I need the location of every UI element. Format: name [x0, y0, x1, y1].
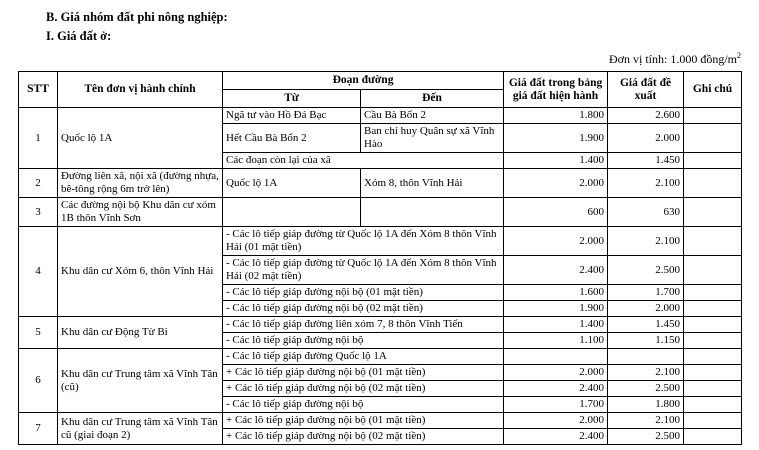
- cell-stt: 2: [19, 169, 58, 198]
- cell-road-section: - Các lô tiếp giáp đường liên xóm 7, 8 thôn Vĩnh Tiến: [223, 317, 504, 333]
- table-header: [19, 72, 742, 108]
- cell-proposed-price: 2.000: [608, 124, 684, 153]
- cell-proposed-price: 2.100: [608, 227, 684, 256]
- cell-road-section: - Các lô tiếp giáp đường nội bộ: [223, 397, 504, 413]
- cell-road-section: - Các lô tiếp giáp đường nội bộ: [223, 333, 504, 349]
- cell-current-price: 2.400: [504, 429, 608, 445]
- cell-current-price: 2.000: [504, 169, 608, 198]
- cell-note: [684, 413, 742, 429]
- cell-note: [684, 317, 742, 333]
- cell-to: Xóm 8, thôn Vĩnh Hải: [361, 169, 504, 198]
- cell-note: [684, 285, 742, 301]
- cell-road-section: + Các lô tiếp giáp đường nội bộ (01 mặt tiền): [223, 365, 504, 381]
- cell-admin-unit: Khu dân cư Động Từ Bi: [58, 317, 223, 349]
- unit-text: Đơn vị tính: 1.000 đồng/m: [608, 52, 737, 66]
- header-admin-unit: Tên đơn vị hành chính: [58, 72, 223, 108]
- cell-note: [684, 124, 742, 153]
- cell-note: [684, 108, 742, 124]
- cell-admin-unit: Các đường nội bộ Khu dân cư xóm 1B thôn Vĩnh Sơn: [58, 198, 223, 227]
- cell-proposed-price: 2.600: [608, 108, 684, 124]
- cell-stt: 7: [19, 413, 58, 445]
- header-row-top: [19, 72, 742, 90]
- cell-current-price: 2.400: [504, 381, 608, 397]
- land-price-table: [18, 71, 742, 445]
- cell-from: Ngã tư vào Hồ Đá Bạc: [223, 108, 361, 124]
- table-body: [19, 108, 742, 445]
- cell-note: [684, 429, 742, 445]
- cell-note: [684, 397, 742, 413]
- cell-road-section: - Các lô tiếp giáp đường nội bộ (02 mặt tiền): [223, 301, 504, 317]
- header-current-price: Giá đất trong bảng giá đất hiện hành: [504, 72, 608, 108]
- cell-proposed-price: 1.800: [608, 397, 684, 413]
- cell-proposed-price: 2.500: [608, 381, 684, 397]
- cell-from: [223, 198, 361, 227]
- cell-current-price: 1.600: [504, 285, 608, 301]
- cell-note: [684, 301, 742, 317]
- cell-current-price: 2.000: [504, 227, 608, 256]
- cell-current-price: 1.400: [504, 317, 608, 333]
- cell-current-price: 2.000: [504, 365, 608, 381]
- table-row: [19, 227, 742, 256]
- table-row: [19, 108, 742, 124]
- header-note: Ghi chú: [684, 72, 742, 108]
- cell-admin-unit: Khu dân cư Xóm 6, thôn Vĩnh Hải: [58, 227, 223, 317]
- cell-note: [684, 333, 742, 349]
- heading-section-b: B. Giá nhóm đất phi nông nghiệp:: [46, 10, 228, 24]
- header-stt: STT: [19, 72, 58, 108]
- cell-note: [684, 198, 742, 227]
- cell-stt: 4: [19, 227, 58, 317]
- cell-road-section: - Các lô tiếp giáp đường từ Quốc lộ 1A đến Xóm 8 thôn Vĩnh Hải (02 mặt tiền): [223, 256, 504, 285]
- cell-proposed-price: 2.100: [608, 365, 684, 381]
- table-row: [19, 413, 742, 429]
- cell-current-price: 1.100: [504, 333, 608, 349]
- cell-from: Quốc lộ 1A: [223, 169, 361, 198]
- cell-proposed-price: 2.000: [608, 301, 684, 317]
- unit-of-measure-label: [0, 46, 759, 71]
- table-row: [19, 198, 742, 227]
- cell-proposed-price: [608, 349, 684, 365]
- cell-stt: 5: [19, 317, 58, 349]
- table-row: [19, 349, 742, 365]
- cell-road-section: - Các lô tiếp giáp đường từ Quốc lộ 1A đến Xóm 8 thôn Vĩnh Hải (01 mặt tiền): [223, 227, 504, 256]
- cell-current-price: 2.400: [504, 256, 608, 285]
- cell-proposed-price: 1.450: [608, 153, 684, 169]
- header-proposed-price: Giá đất đề xuất: [608, 72, 684, 108]
- cell-current-price: 600: [504, 198, 608, 227]
- cell-stt: 6: [19, 349, 58, 413]
- cell-current-price: 2.000: [504, 413, 608, 429]
- cell-road-section: + Các lô tiếp giáp đường nội bộ (02 mặt tiền): [223, 429, 504, 445]
- cell-stt: 1: [19, 108, 58, 169]
- cell-admin-unit: Đường liên xã, nội xã (đường nhựa, bê-tông rộng 6m trở lên): [58, 169, 223, 198]
- cell-proposed-price: 2.500: [608, 256, 684, 285]
- cell-note: [684, 227, 742, 256]
- cell-proposed-price: 1.700: [608, 285, 684, 301]
- cell-to: Cầu Bà Bổn 2: [361, 108, 504, 124]
- cell-current-price: 1.700: [504, 397, 608, 413]
- cell-road-section: Các đoạn còn lại của xã: [223, 153, 504, 169]
- cell-note: [684, 169, 742, 198]
- header-road-section: Đoạn đường: [223, 72, 504, 90]
- cell-current-price: 1.900: [504, 124, 608, 153]
- cell-current-price: [504, 349, 608, 365]
- cell-note: [684, 381, 742, 397]
- cell-note: [684, 256, 742, 285]
- cell-road-section: - Các lô tiếp giáp đường nội bộ (01 mặt tiền): [223, 285, 504, 301]
- heading-section-i: I. Giá đất ở:: [46, 29, 112, 43]
- header-to: Đến: [361, 90, 504, 108]
- table-row: [19, 169, 742, 198]
- cell-road-section: + Các lô tiếp giáp đường nội bộ (01 mặt tiền): [223, 413, 504, 429]
- cell-proposed-price: 1.450: [608, 317, 684, 333]
- header-from: Từ: [223, 90, 361, 108]
- cell-to: [361, 198, 504, 227]
- document-headings: [0, 0, 759, 46]
- cell-road-section: - Các lô tiếp giáp đường Quốc lộ 1A: [223, 349, 504, 365]
- cell-stt: 3: [19, 198, 58, 227]
- cell-proposed-price: 630: [608, 198, 684, 227]
- cell-road-section: + Các lô tiếp giáp đường nội bộ (02 mặt tiền): [223, 381, 504, 397]
- cell-proposed-price: 2.100: [608, 413, 684, 429]
- cell-proposed-price: 2.100: [608, 169, 684, 198]
- cell-proposed-price: 1.150: [608, 333, 684, 349]
- cell-current-price: 1.400: [504, 153, 608, 169]
- cell-note: [684, 349, 742, 365]
- cell-admin-unit: Khu dân cư Trung tâm xã Vĩnh Tân cũ (giai đoạn 2): [58, 413, 223, 445]
- cell-proposed-price: 2.500: [608, 429, 684, 445]
- cell-from: Hết Cầu Bà Bổn 2: [223, 124, 361, 153]
- cell-current-price: 1.800: [504, 108, 608, 124]
- cell-note: [684, 153, 742, 169]
- cell-note: [684, 365, 742, 381]
- cell-admin-unit: Khu dân cư Trung tâm xã Vĩnh Tân (cũ): [58, 349, 223, 413]
- cell-to: Ban chỉ huy Quân sự xã Vĩnh Hào: [361, 124, 504, 153]
- cell-current-price: 1.900: [504, 301, 608, 317]
- cell-admin-unit: Quốc lộ 1A: [58, 108, 223, 169]
- table-row: [19, 317, 742, 333]
- unit-superscript: 2: [737, 51, 741, 60]
